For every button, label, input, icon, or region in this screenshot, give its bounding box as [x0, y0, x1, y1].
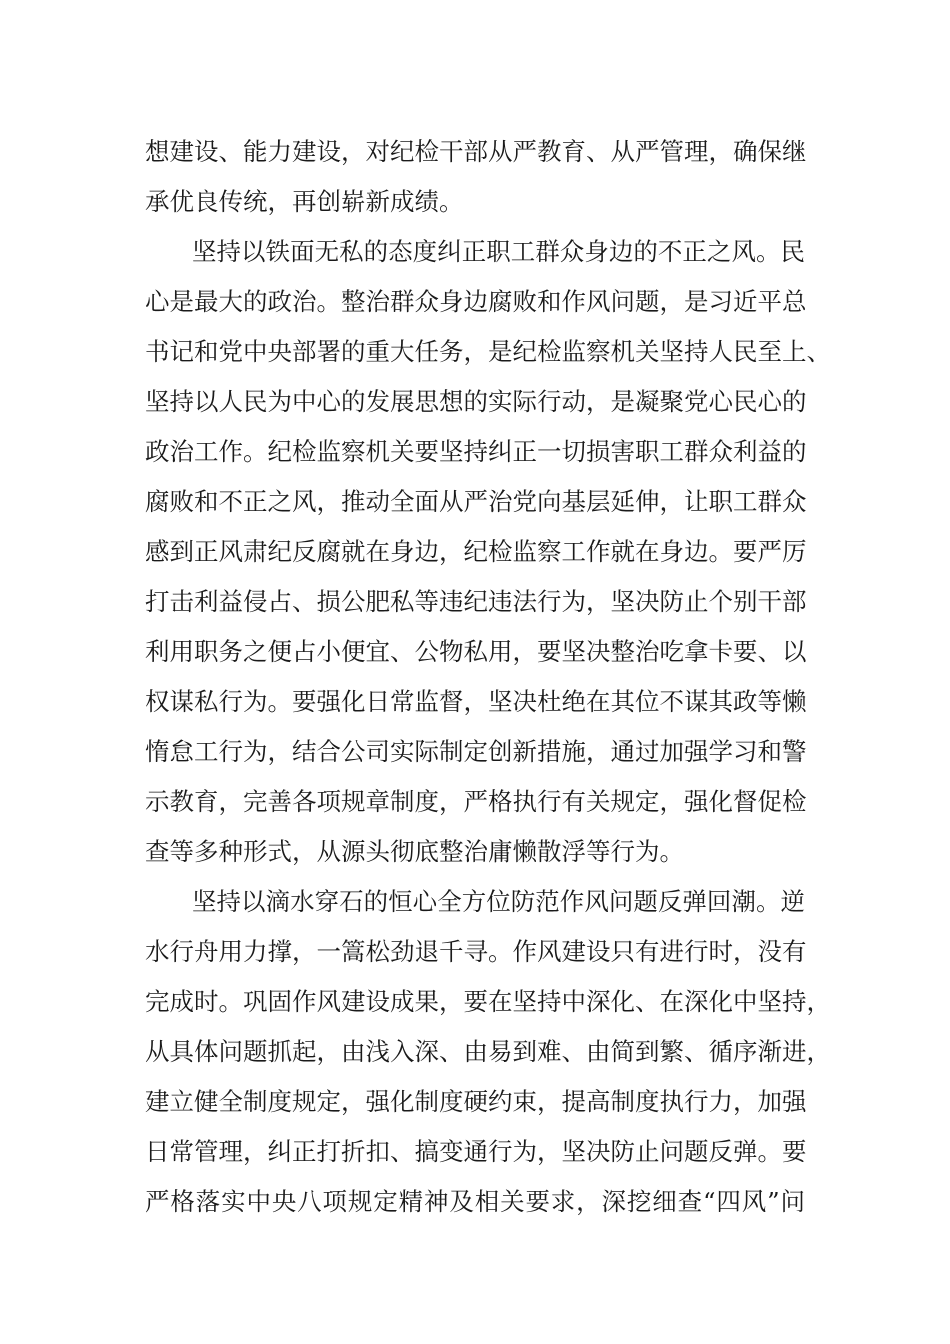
text-line: 查等多种形式，从源头彻底整治庸懒散浮等行为。: [145, 837, 684, 866]
text-line: 日常管理，纠正打折扣、搞变通行为，坚决防止问题反弹。要: [145, 1137, 807, 1166]
text-line: 完成时。巩固作风建设成果，要在坚持中深化、在深化中坚持，: [145, 987, 831, 1016]
text-line: 利用职务之便占小便宜、公物私用，要坚决整治吃拿卡要、以: [145, 637, 807, 666]
text-line: 严格落实中央八项规定精神及相关要求，深挖细查“四风”问: [145, 1187, 805, 1216]
text-line: 想建设、能力建设，对纪检干部从严教育、从严管理，确保继: [145, 137, 807, 166]
paragraph-first-line: 坚持以铁面无私的态度纠正职工群众身边的不正之风。民: [192, 237, 805, 266]
text-line: 心是最大的政治。整治群众身边腐败和作风问题，是习近平总: [145, 287, 807, 316]
paragraph-first-line: 坚持以滴水穿石的恒心全方位防范作风问题反弹回潮。逆: [192, 887, 805, 916]
text-line: 权谋私行为。要强化日常监督，坚决杜绝在其位不谋其政等懒: [145, 687, 807, 716]
text-line: 惰怠工行为，结合公司实际制定创新措施，通过加强学习和警: [145, 737, 807, 766]
text-line: 示教育，完善各项规章制度，严格执行有关规定，强化督促检: [145, 787, 807, 816]
text-line: 从具体问题抓起，由浅入深、由易到难、由简到繁、循序渐进，: [145, 1037, 831, 1066]
text-line: 书记和党中央部署的重大任务，是纪检监察机关坚持人民至上、: [145, 337, 831, 366]
text-line: 水行舟用力撑，一篙松劲退千寻。作风建设只有进行时，没有: [145, 937, 807, 966]
text-line: 感到正风肃纪反腐就在身边，纪检监察工作就在身边。要严厉: [145, 537, 807, 566]
text-line: 腐败和不正之风，推动全面从严治党向基层延伸，让职工群众: [145, 487, 807, 516]
text-line: 打击利益侵占、损公肥私等违纪违法行为，坚决防止个别干部: [145, 587, 807, 616]
text-line: 承优良传统，再创崭新成绩。: [145, 187, 464, 216]
text-line: 建立健全制度规定，强化制度硬约束，提高制度执行力，加强: [145, 1087, 807, 1116]
text-line: 政治工作。纪检监察机关要坚持纠正一切损害职工群众利益的: [145, 437, 807, 466]
text-line: 坚持以人民为中心的发展思想的实际行动，是凝聚党心民心的: [145, 387, 807, 416]
